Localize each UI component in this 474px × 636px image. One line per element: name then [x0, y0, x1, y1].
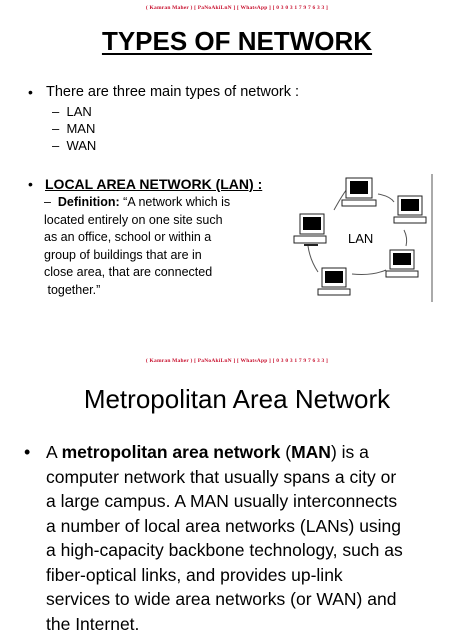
abbr-bold: MAN	[291, 442, 331, 462]
paragraph-line: a high-capacity backbone technology, such as	[46, 538, 466, 563]
paragraph-line: computer network that usually spans a city or	[46, 465, 466, 490]
paragraph-line: fiber-optical links, and provides up-link	[46, 563, 466, 588]
slide-title: Metropolitan Area Network	[0, 384, 474, 415]
term-bold: metropolitan area network	[62, 442, 281, 462]
paragraph-line: a large campus. A MAN usually interconnects	[46, 489, 466, 514]
diagram-label: LAN	[348, 231, 373, 246]
lan-heading: LOCAL AREA NETWORK (LAN) :	[45, 176, 262, 192]
definition-label: Definition:	[58, 195, 123, 209]
computer-icon	[386, 250, 418, 277]
text: A	[46, 442, 62, 462]
slide-title: TYPES OF NETWORK	[0, 26, 474, 57]
definition-line: group of buildings that are in	[44, 247, 274, 265]
type-label: MAN	[66, 121, 95, 136]
paragraph-line: services to wide area networks (or WAN) and	[46, 587, 466, 612]
man-paragraph	[46, 440, 466, 636]
type-label: LAN	[66, 104, 91, 119]
intro-text: There are three main types of network :	[46, 84, 299, 101]
watermark-header: ( Kamran Maher ) [ PaNoAkiLnN ] [ WhatsApp ] [ 0 3 0 3 1 7 9 7 6 3 3 ]	[0, 358, 474, 364]
type-label: WAN	[66, 138, 96, 153]
computer-icon	[342, 178, 376, 206]
bullet-dot: •	[28, 84, 33, 100]
computer-icon	[318, 268, 350, 295]
definition-line: together.”	[44, 282, 274, 300]
bullet-dot: •	[28, 176, 33, 192]
lan-diagram	[286, 172, 436, 304]
text: (	[280, 442, 291, 462]
type-item-man: – MAN	[52, 120, 95, 137]
paragraph-line	[46, 440, 466, 465]
computer-icon	[394, 196, 426, 223]
lan-definition	[44, 194, 274, 299]
definition-text: “A network which is	[123, 195, 230, 209]
watermark-header: ( Kamran Maher ) [ PaNoAkiLnN ] [ WhatsApp ] [ 0 3 0 3 1 7 9 7 6 3 3 ]	[0, 5, 474, 11]
definition-line: as an office, school or within a	[44, 229, 274, 247]
definition-line: – Definition: “A network which is	[44, 194, 274, 212]
text: ) is a	[331, 442, 369, 462]
computer-icon	[294, 214, 326, 246]
bullet-dot: •	[24, 440, 30, 465]
slide-man	[0, 340, 474, 632]
type-item-wan: – WAN	[52, 137, 96, 154]
definition-line: close area, that are connected	[44, 264, 274, 282]
paragraph-line: a number of local area networks (LANs) using	[46, 514, 466, 539]
type-item-lan: – LAN	[52, 103, 92, 120]
paragraph-line: the Internet.	[46, 612, 466, 636]
definition-line: located entirely on one site such	[44, 212, 274, 230]
